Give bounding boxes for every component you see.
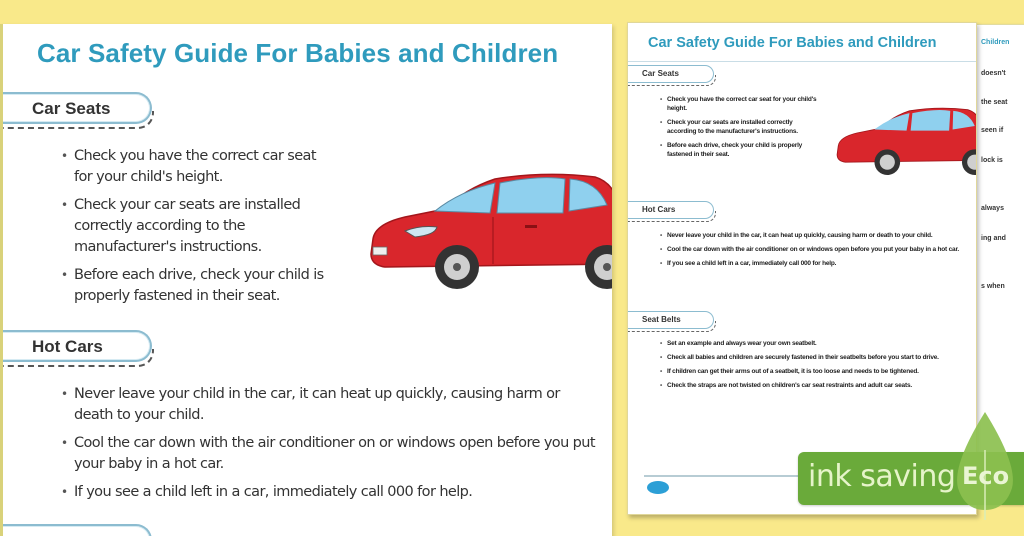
thumb-car-seats-list: [660, 95, 820, 164]
main-worksheet-page: [0, 24, 612, 536]
back-page-fragment: doesn't: [981, 70, 1006, 77]
title-divider: [628, 61, 976, 62]
ink-saving-label: ink saving: [808, 459, 956, 494]
bullet-item: • Check you have the correct car seat for your child's height.: [660, 95, 820, 113]
bullet-item: • Cool the car down with the air conditioner on or windows open before you put your baby in a hot car.: [660, 245, 960, 254]
bullet-item: • Before each drive, check your child is properly fastened in their seat.: [660, 141, 820, 159]
thumb-heading-car-seats: [627, 65, 714, 83]
bullet-item: • Before each drive, check your child is properly fastened in their seat.: [61, 265, 326, 307]
thumb-red-car-illustration: [833, 105, 977, 175]
thumb-seat-belts-list: [660, 339, 965, 395]
thumb-heading-seat-belts: [627, 311, 714, 329]
bullet-item: • Set an example and always wear your own seatbelt.: [660, 339, 965, 348]
back-page-fragment: s when: [981, 283, 1005, 290]
section-heading-hot-cars: [0, 330, 152, 362]
back-page-fragment: lock is: [981, 157, 1003, 164]
back-page-fragment: always: [981, 205, 1004, 212]
back-page-fragment: Children: [981, 39, 1010, 46]
thumbnail-worksheet-page: [627, 22, 977, 515]
back-page-fragment: the seat: [981, 99, 1008, 106]
bullet-item: • Cool the car down with the air conditioner on or windows open before you put your baby in a hot car.: [61, 433, 601, 475]
back-page-fragment: ing and: [981, 235, 1006, 242]
car-seats-bullet-list: [61, 146, 326, 314]
bullet-item: • Check your car seats are installed correctly according to the manufacturer's instructions.: [61, 195, 326, 258]
section-heading-label: Hot Cars: [32, 337, 103, 356]
bullet-item: • Never leave your child in the car, it can heat up quickly, causing harm or death to your child.: [660, 231, 960, 240]
bullet-item: • Never leave your child in the car, it can heat up quickly, causing harm or death to your child.: [61, 384, 601, 426]
bullet-item: • If you see a child left in a car, immediately call 000 for help.: [61, 482, 601, 503]
red-car-illustration: [365, 169, 612, 289]
thumb-heading-label: Hot Cars: [642, 205, 676, 214]
page-title: Car Safety Guide For Babies and Children: [37, 38, 559, 68]
section-heading-label: Car Seats: [32, 99, 111, 118]
thumb-heading-hot-cars: [627, 201, 714, 219]
thumb-heading-label: Car Seats: [642, 69, 679, 78]
bullet-item: • If children can get their arms out of a seatbelt, it is too loose and needs to be tightened.: [660, 367, 965, 376]
thumbnail-title: Car Safety Guide For Babies and Children: [648, 35, 937, 51]
publisher-logo-icon: [647, 481, 669, 494]
back-page-fragment: seen if: [981, 127, 1004, 134]
bullet-item: • If you see a child left in a car, immediately call 000 for help.: [660, 259, 960, 268]
thumb-heading-label: Seat Belts: [642, 315, 681, 324]
section-heading-next: [0, 524, 152, 536]
hot-cars-bullet-list: [61, 384, 601, 510]
bullet-item: • Check the straps are not twisted on children's car seat restraints and adult car seats.: [660, 381, 965, 390]
thumb-hot-cars-list: [660, 231, 960, 273]
bullet-item: • Check all babies and children are securely fastened in their seatbelts before you start to drive.: [660, 353, 965, 362]
eco-label: Eco: [962, 462, 1010, 490]
bullet-item: • Check your car seats are installed correctly according to the manufacturer's instructions.: [660, 118, 820, 136]
bullet-item: • Check you have the correct car seat for your child's height.: [61, 146, 326, 188]
section-heading-car-seats: [0, 92, 152, 124]
